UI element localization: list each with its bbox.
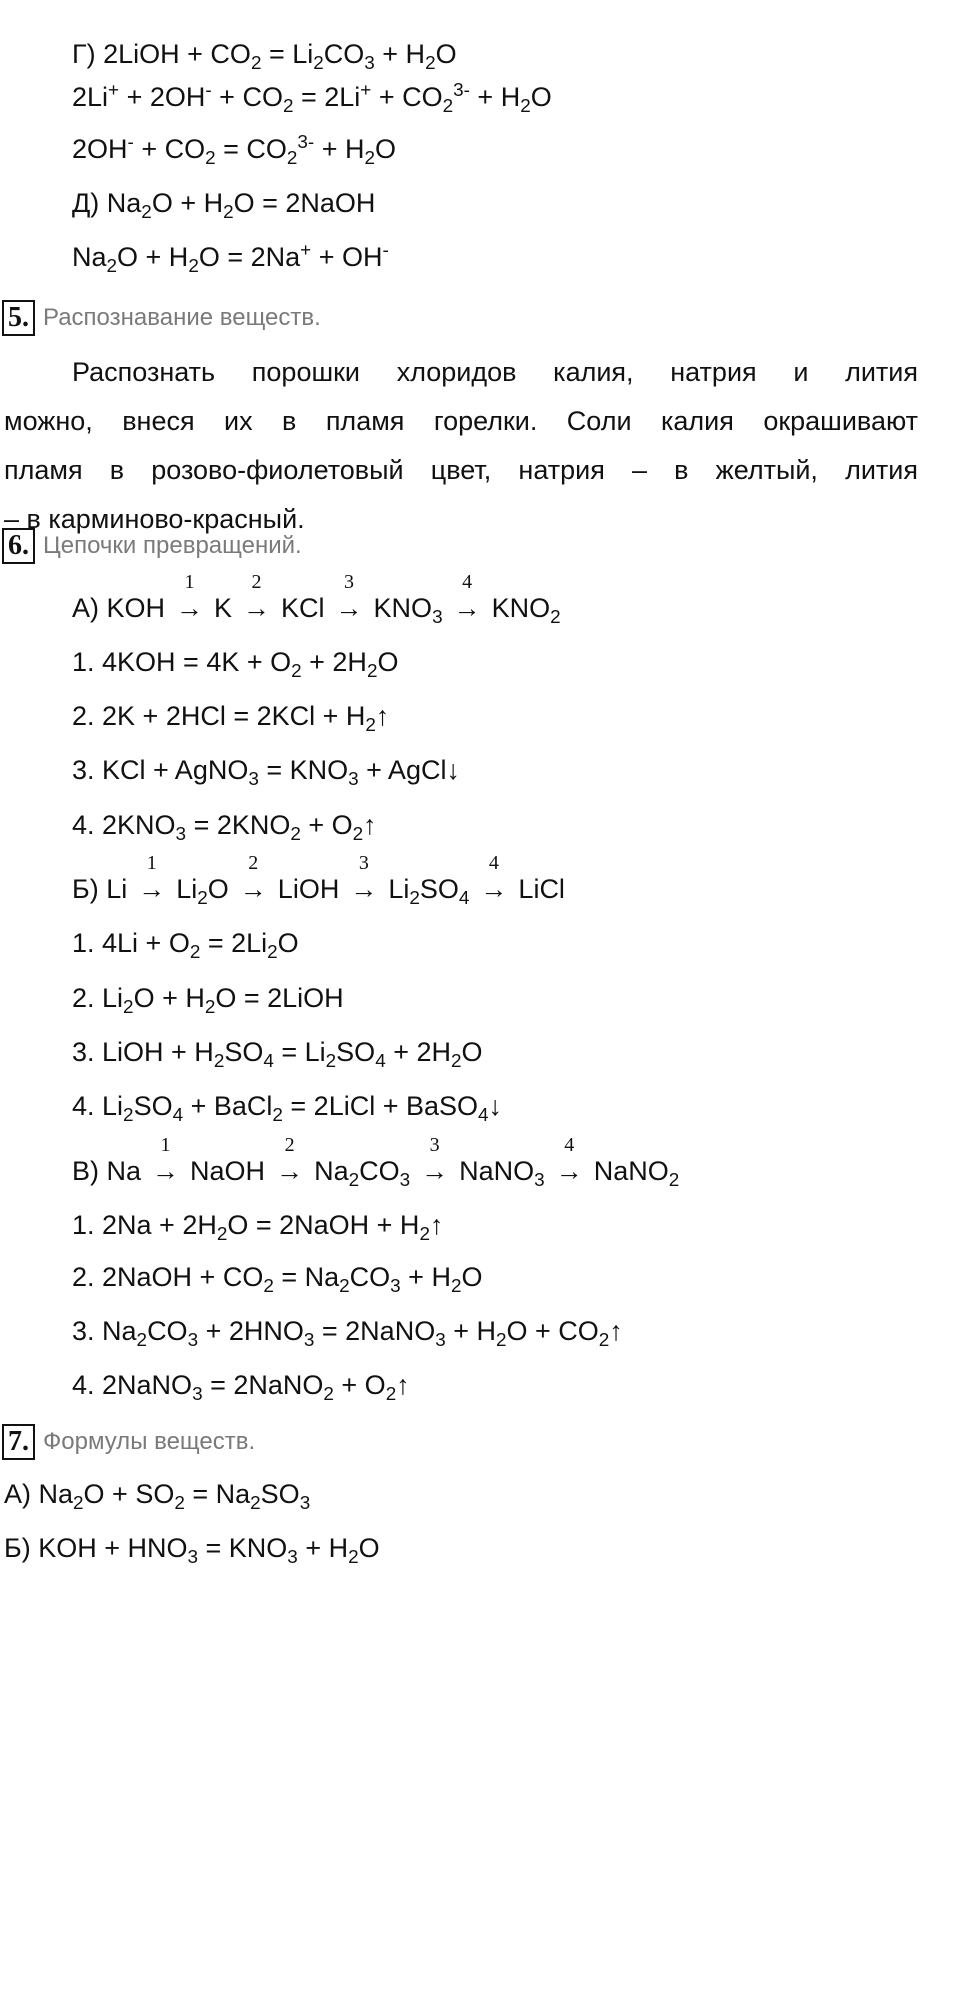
step-number: 4	[564, 1134, 575, 1156]
equation-v2: 2. 2NaOH + $CO_2 = Na_2CO_3 + H_2O$	[72, 1262, 483, 1297]
reaction-arrow: → 1	[135, 872, 169, 906]
reaction-arrow: → 4	[450, 591, 484, 625]
step-number: 2	[251, 571, 262, 593]
step-number: 1	[146, 852, 157, 874]
equation-v3: 3. $Na_2CO_3 + 2HNO_3$ = 2NaNO$_3$ + $H_2O$ + $CO_2↑$	[72, 1316, 623, 1351]
equation-g2: $2Li^+ + 2OH^- + CO_2 = 2Li^+ + CO_2^{3-} + H_2O$	[72, 80, 552, 117]
section-6-title: Цепочки превращений.	[43, 532, 302, 559]
equation-b4: 4. $Li_2SO_4$ + BaCl$_2$ = 2LiCl + BaSO$_4$↓	[72, 1091, 503, 1126]
reaction-arrow: → 4	[477, 872, 511, 906]
equation-7b: Б) KOH + $HNO_3 = KNO_3 + H_2O$	[4, 1533, 380, 1568]
section-5-paragraph	[4, 348, 918, 544]
equation-a4: 4. $2KNO_3 = 2KNO_2$ + $O_2↑$	[72, 810, 377, 845]
reaction-arrow: → 2	[273, 1154, 307, 1188]
equation-b2: 2. $Li_2O + H_2O$ = 2LiOH	[72, 983, 344, 1018]
equation-d2: $Na_2O + H_2O = 2Na^+ + OH^-$	[72, 240, 389, 277]
step-number: 3	[429, 1134, 440, 1156]
paragraph-line: пламя в розово-фиолетовый цвет, натрия – в желтый, лития	[4, 455, 918, 485]
equation-b1: 1. $4Li + O_2 = 2Li_2O$	[72, 928, 299, 963]
equation-d1: Д) $Na_2O + H_2O$ = 2NaOH	[72, 188, 376, 223]
reaction-arrow: → 1	[173, 591, 207, 625]
step-number: 3	[344, 571, 355, 593]
paragraph-line: – в карминово-красный.	[4, 504, 305, 534]
step-number: 3	[358, 852, 369, 874]
equation-b3: 3. LiOH + $H_2SO_4 = Li_2SO_4 + 2H_2O$	[72, 1037, 483, 1072]
equation-g1: Г) 2LiOH + $CO_2 = Li_2CO_3 + H_2O$	[72, 39, 457, 74]
item-label: Г)	[72, 39, 104, 69]
equation-7a: А) $Na_2O + SO_2 = Na_2SO_3$	[4, 1479, 311, 1514]
section-5-header	[2, 300, 321, 336]
section-6-header	[2, 528, 302, 564]
paragraph-line: можно, внеся их в пламя горелки. Соли калия окрашивают	[4, 406, 918, 436]
step-number: 2	[284, 1134, 295, 1156]
section-7-title: Формулы веществ.	[43, 1428, 256, 1455]
equation-a3: 3. KCl + AgNO$_3$ = $KNO_3$ + AgCl↓	[72, 755, 460, 790]
step-number: 1	[184, 571, 195, 593]
reaction-arrow: → 4	[552, 1154, 586, 1188]
chain-b: Б) Li → 1 $Li_2O$ → 2 LiOH → 3 $Li_2SO_4$ → 4 LiCl	[72, 872, 565, 906]
reaction-arrow: → 2	[240, 591, 274, 625]
equation-g3: $2OH^- + CO_2 = CO_2^{3-} + H_2O$	[72, 132, 397, 169]
chain-v: В) Na → 1 NaOH → 2 $Na_2CO_3$ → 3 NaNO$_3$ → 4 NaNO$_2$	[72, 1154, 679, 1188]
section-5-title: Распознавание веществ.	[43, 304, 321, 331]
section-7-header	[2, 1424, 255, 1460]
equation-v4: 4. 2NaNO$_3$ = 2NaNO$_2$ + $O_2↑$	[72, 1370, 410, 1405]
item-label: Д)	[72, 188, 107, 218]
equation-a2: 2. $2K + 2HCl = 2KCl + H_2↑$	[72, 701, 390, 736]
step-number: 4	[488, 852, 499, 874]
paragraph-line: Распознать порошки хлоридов калия, натрия и лития	[72, 357, 918, 387]
reaction-arrow: → 3	[418, 1154, 452, 1188]
reaction-arrow: → 2	[236, 872, 270, 906]
section-5-number: 5.	[2, 300, 35, 336]
section-6-number: 6.	[2, 528, 35, 564]
step-number: 4	[462, 571, 473, 593]
step-number: 2	[248, 852, 259, 874]
reaction-arrow: → 3	[347, 872, 381, 906]
section-7-number: 7.	[2, 1424, 35, 1460]
step-number: 1	[160, 1134, 171, 1156]
reaction-arrow: → 1	[149, 1154, 183, 1188]
equation-a1: 1. $4KOH = 4K + O_2 + 2H_2O$	[72, 647, 399, 682]
reaction-arrow: → 3	[332, 591, 366, 625]
equation-v1: 1. $2Na + 2H_2O$ = 2NaOH + $H_2↑$	[72, 1210, 444, 1245]
chain-a: А) KOH → 1 K → 2 KCl → 3 $KNO_3$ → 4 $KNO_2$	[72, 591, 561, 625]
